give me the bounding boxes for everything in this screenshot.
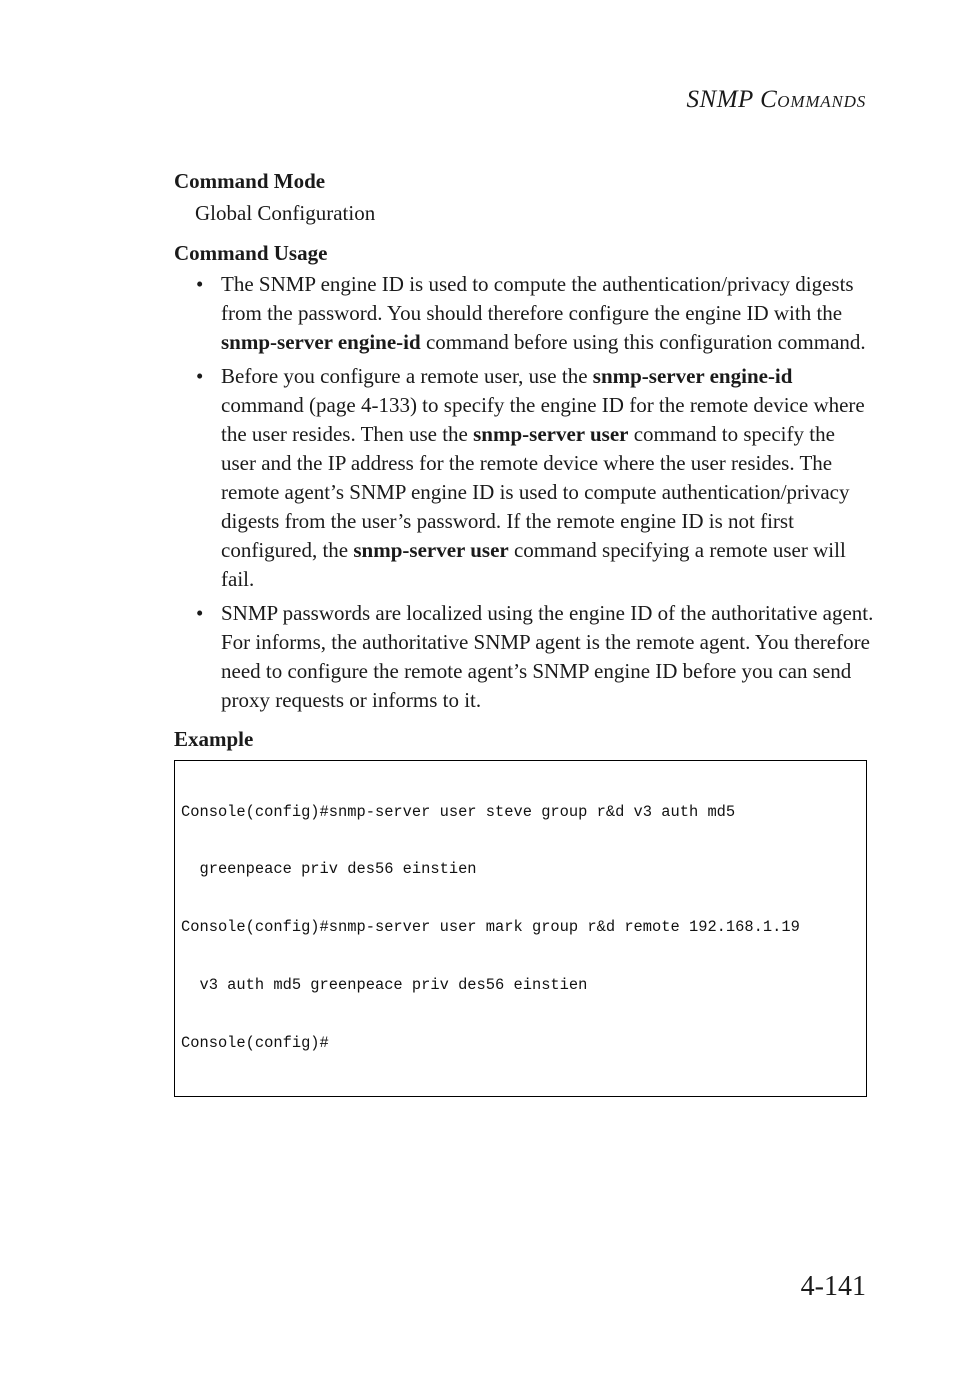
bullet-text: The SNMP engine ID is used to compute the authentication/privacy digests from the password. You should therefore configure the engine ID with the — [221, 272, 854, 325]
command-mode-text: Global Configuration — [195, 201, 376, 225]
command-keyword: snmp-server engine-id — [221, 330, 421, 354]
command-usage-heading: Command Usage — [174, 241, 328, 265]
code-line: Console(config)#snmp-server user steve group r&d v3 auth md5 — [181, 802, 736, 821]
bullet-text: Before you configure a remote user, use the — [221, 364, 593, 388]
command-mode-heading: Command Mode — [174, 169, 326, 193]
bullet-icon: • — [196, 272, 204, 296]
bullet-icon: • — [196, 601, 204, 625]
usage-bullet-3 — [174, 599, 874, 715]
bullet-text: SNMP passwords are localized using the engine ID of the authoritative agent. For informs, the authoritative SNMP agent is the remote agent. You therefore need to configure the remote agent’s SNMP engine ID before you can send proxy requests or informs to it. — [221, 601, 874, 712]
running-header-smallcaps: OMMANDS — [777, 92, 866, 111]
bullet-text: command to specify the user and the IP address for the remote device where the user resides. The remote agent’s SNMP engine ID is used to compute authentication/privacy digests from the user’s password. If the remote engine ID is not first configured, the — [221, 422, 850, 562]
usage-bullet-2 — [174, 362, 874, 594]
bullet-text: command specifying a remote user will fail. — [221, 538, 846, 591]
code-line: greenpeace priv des56 einstien — [181, 860, 477, 879]
code-line: v3 auth md5 greenpeace priv des56 einstien — [181, 976, 588, 995]
command-keyword: snmp-server user — [353, 538, 509, 562]
command-usage-list — [174, 270, 874, 715]
page-content — [174, 164, 874, 1097]
bullet-text: command (page 4-133) to specify the engine ID for the remote device where the user resides. Then use the — [221, 393, 865, 446]
code-example-box — [174, 760, 867, 1097]
running-header — [687, 86, 866, 114]
bullet-icon: • — [196, 364, 204, 388]
example-heading: Example — [174, 727, 254, 751]
page-number: 4-141 — [800, 1271, 866, 1302]
command-keyword: snmp-server user — [473, 422, 629, 446]
running-header-main: SNMP C — [686, 86, 778, 113]
command-keyword: snmp-server engine-id — [592, 364, 793, 388]
bullet-text: command before using this configuration command. — [420, 330, 866, 354]
code-line: Console(config)#snmp-server user mark group r&d remote 192.168.1.19 — [181, 918, 800, 937]
code-line: Console(config)# — [181, 1034, 329, 1053]
usage-bullet-1 — [174, 270, 874, 357]
